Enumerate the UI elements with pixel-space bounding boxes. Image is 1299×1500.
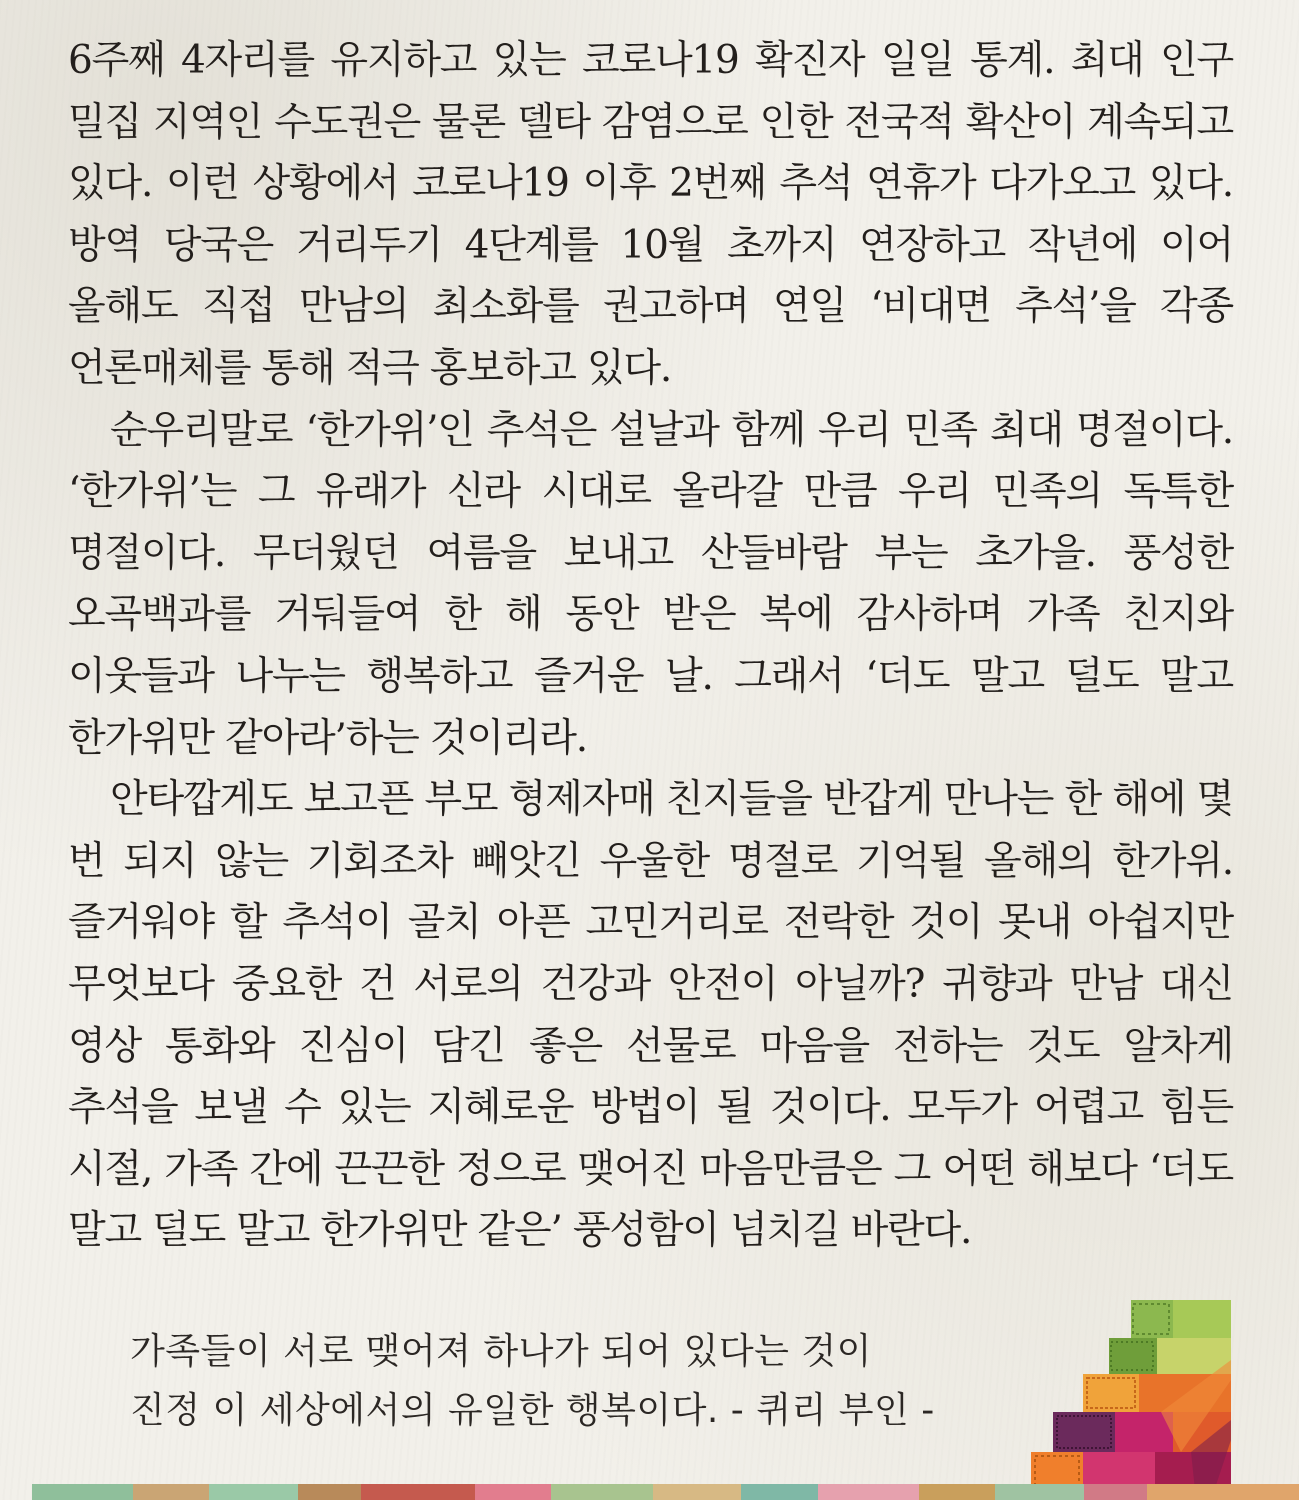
closing-quote	[130, 1322, 1090, 1440]
patchwork-decoration	[1011, 1300, 1231, 1500]
bottom-color-strip	[32, 1484, 1299, 1500]
article-body	[68, 30, 1233, 1262]
quote-line-2: 진정 이 세상에서의 유일한 행복이다. - 퀴리 부인 -	[130, 1390, 935, 1431]
article-paragraph-1: 6주째 4자리를 유지하고 있는 코로나19 확진자 일일 통계. 최대 인구 밀집 지역인 수도권은 물론 델타 감염으로 인한 전국적 확산이 계속되고 있다. 이런 상황에서 코로나19 이후 2번째 추석 연휴가 다가오고 있다. 방역 당국은 거리두기 4단계를 10월 초까지 연장하고 작년에 이어 올해도 직접 만남의 최소화를 권고하며 연일 ‘비대면 추석’을 각종 언론매체를 통해 적극 홍보하고 있다.	[68, 38, 1233, 391]
article-paragraph-2: 순우리말로 ‘한가위’인 추석은 설날과 함께 우리 민족 최대 명절이다. ‘한가위’는 그 유래가 신라 시대로 올라갈 만큼 우리 민족의 독특한 명절이다. 무더웠던 여름을 보내고 산들바람 부는 초가을. 풍성한 오곡백과를 거둬들여 한 해 동안 받은 복에 감사하며 가족 친지와 이웃들과 나누는 행복하고 즐거운 날. 그래서 ‘더도 말고 덜도 말고 한가위만 같아라’하는 것이리라.	[68, 407, 1233, 761]
quote-line-1: 가족들이 서로 맺어져 하나가 되어 있다는 것이	[130, 1331, 872, 1372]
article-paragraph-3: 안타깝게도 보고픈 부모 형제자매 친지들을 반갑게 만나는 한 해에 몇 번 되지 않는 기회조차 빼앗긴 우울한 명절로 기억될 올해의 한가위. 즐거워야 할 추석이 골치 아픈 고민거리로 전락한 것이 못내 아쉽지만 무엇보다 중요한 건 서로의 건강과 안전이 아닐까? 귀향과 만남 대신 영상 통화와 진심이 담긴 좋은 선물로 마음을 전하는 것도 알차게 추석을 보낼 수 있는 지혜로운 방법이 될 것이다. 모두가 어렵고 힘든 시절, 가족 간에 끈끈한 정으로 맺어진 마음만큼은 그 어떤 해보다 ‘더도 말고 덜도 말고 한가위만 같은’ 풍성함이 넘치길 바란다.	[68, 777, 1233, 1254]
